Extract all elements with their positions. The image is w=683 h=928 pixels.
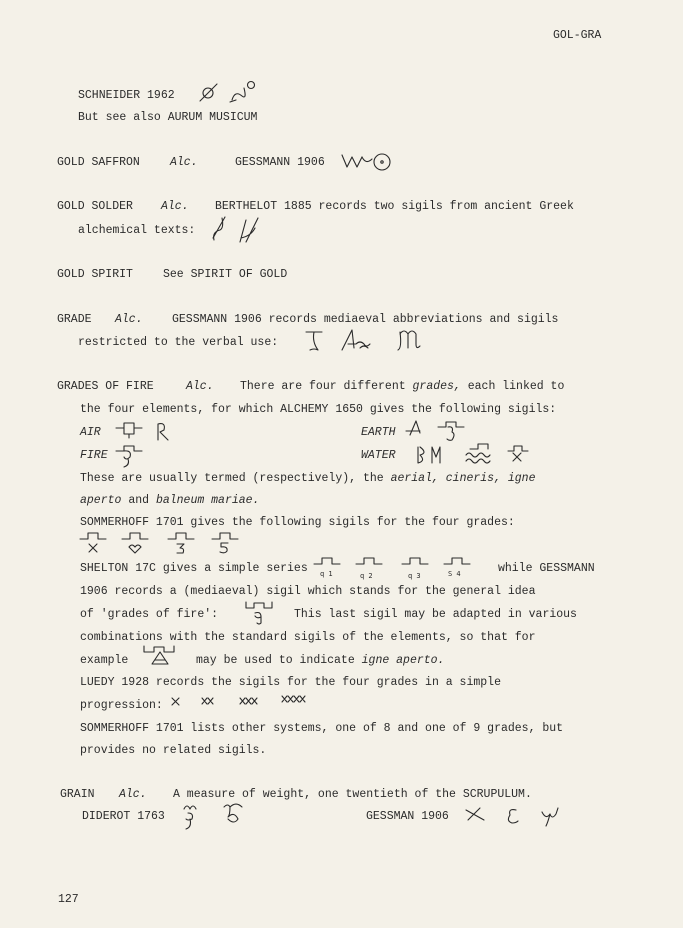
grades-of-fire-line-6a: SHELTON 17C gives a simple series [80,562,308,575]
gold-spirit-term: GOLD SPIRIT [57,268,133,281]
grades-of-fire-line-11: LUEDY 1928 records the sigils for the four grades in a simple [80,676,501,689]
grain-tag: Alc. [119,788,147,801]
grade-sigils-icon [304,326,436,354]
fire-label: FIRE [80,449,108,462]
grades-of-fire-line-10b: may be used to indicate igne aperto. [196,654,445,667]
gold-saffron-sigil-icon [340,151,404,173]
grades-of-fire-line-2: the four elements, for which ALCHEMY 1650 gives the following sigils: [80,403,557,416]
grades-of-fire-line-12: progression: [80,699,163,712]
grades-of-fire-tag: Alc. [186,380,214,393]
sommerhoff-grades-sigils-icon [78,531,254,555]
grades-of-fire-line-14: provides no related sigils. [80,744,267,757]
grades-of-fire-line-4: aperto and balneum mariae. [80,494,260,507]
earth-grade-sigil-icon [404,417,474,443]
schneider-see-also: But see also AURUM MUSICUM [78,111,258,124]
water-grade-sigil-icon [416,441,532,467]
grades-of-fire-general-sigil-icon [244,600,274,626]
grain-gessman-source: GESSMAN 1906 [366,810,449,823]
grades-of-fire-line-8a: of 'grades of fire': [80,608,219,621]
schneider-source: SCHNEIDER 1962 [78,89,175,102]
air-grade-sigil-icon [114,420,184,442]
grades-of-fire-line-7: 1906 records a (mediaeval) sigil which stands for the general idea [80,585,536,598]
grades-of-fire-term: GRADES OF FIRE [57,380,154,393]
gold-saffron-source: GESSMANN 1906 [235,156,325,169]
earth-label: EARTH [361,426,396,439]
grain-diderot-source: DIDEROT 1763 [82,810,165,823]
grade-text: GESSMANN 1906 records mediaeval abbreviations and sigils [172,313,559,326]
grade-tag: Alc. [115,313,143,326]
grades-of-fire-line-13: SOMMERHOFF 1701 lists other systems, one of 8 and one of 9 grades, but [80,722,564,735]
grades-of-fire-line-10a: example [80,654,129,667]
grades-of-fire-line-9: combinations with the standard sigils of the elements, so that for [80,631,536,644]
gold-solder-term: GOLD SOLDER [57,200,133,213]
gold-solder-sigil-icon [210,214,268,244]
page-number: 127 [58,893,79,906]
gold-spirit-text: See SPIRIT OF GOLD [163,268,288,281]
running-header: GOL-GRA [553,29,602,42]
schneider-sigil-icon [196,80,266,106]
grades-of-fire-line-1: There are four different grades, each linked to [240,380,565,393]
grades-of-fire-line-3: These are usually termed (respectively), the aerial, cineris, igne [80,472,536,485]
shelton-series-sigils-icon [312,554,488,580]
grain-diderot-sigils-icon [180,799,254,833]
grain-text: A measure of weight, one twentieth of the SCRUPULUM. [173,788,532,801]
air-label: AIR [80,426,101,439]
grades-of-fire-line-6b: while GESSMANN [498,562,595,575]
grain-term: GRAIN [60,788,95,801]
grades-of-fire-line-5: SOMMERHOFF 1701 gives the following sigils for the four grades: [80,516,515,529]
grade-text-2: restricted to the verbal use: [78,336,279,349]
grade-term: GRADE [57,313,92,326]
fire-grade-sigil-icon [114,441,148,469]
svg-text:S 4: S 4 [448,570,461,578]
gold-solder-text-2: alchemical texts: [78,224,196,237]
svg-text:q 2: q 2 [360,572,373,580]
svg-text:q 3: q 3 [408,572,421,580]
svg-text:q 1: q 1 [320,570,333,578]
gold-solder-text: BERTHELOT 1885 records two sigils from ancient Greek [215,200,574,213]
luedy-progression-sigils-icon [170,694,322,708]
grain-gessman-sigils-icon [464,804,560,828]
gold-saffron-term: GOLD SAFFRON [57,156,140,169]
gold-saffron-tag: Alc. [170,156,198,169]
grades-of-fire-line-8b: This last sigil may be adapted in various [294,608,577,621]
igne-aperto-sigil-icon [142,644,182,666]
gold-solder-tag: Alc. [161,200,189,213]
water-label: WATER [361,449,396,462]
